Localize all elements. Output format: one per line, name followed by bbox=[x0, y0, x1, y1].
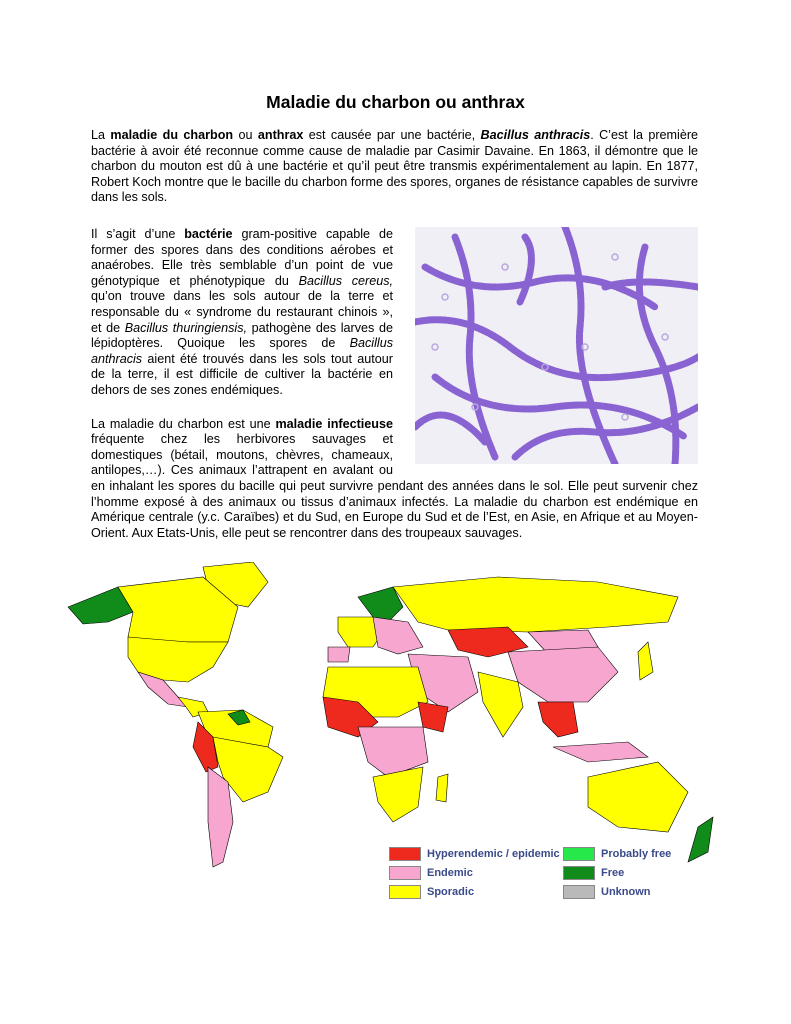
paragraph-disease: La maladie du charbon est une maladie infectieuse fréquente chez les herbivores sauvages et domestiques (bétail, moutons, chèvres, chameaux, antilopes,…). Ces animaux l’attrapent en avalant ou en inhalant les spores du bacille qui peut survivre pendant des années dans le sol. Elle peut survenir chez l’homme exposé à des animaux ou tissus d’animaux infectés. La maladie du charbon est endémique en Amérique centrale (y.c. Caraïbes) et du Sud, en Europe du Sud et de l’Est, en Asie, en Afrique et au Moyen-Orient. Aux Etats-Unis, elle peut se rencontrer dans des troupeaux sauvages. bbox=[91, 416, 698, 540]
map-legend bbox=[389, 846, 709, 906]
russia bbox=[393, 577, 678, 632]
india bbox=[478, 672, 523, 737]
page-title: Maladie du charbon ou anthrax bbox=[266, 92, 525, 112]
iberia bbox=[328, 647, 350, 662]
indonesia bbox=[553, 742, 648, 762]
southeast-asia bbox=[538, 702, 578, 737]
china bbox=[508, 647, 618, 702]
legend-swatch bbox=[389, 847, 421, 861]
legend-item-probably-free: Probably free bbox=[563, 846, 671, 862]
legend-item-endemic: Endemic bbox=[389, 865, 473, 881]
southern-africa bbox=[373, 767, 423, 822]
intro-paragraph: La maladie du charbon ou anthrax est causée par une bactérie, Bacillus anthracis. C’est la première bactérie à avoir été reconnue comme cause de maladie par Casimir Davaine. En 1863, il démontre que le charbon du mouton est dû à une bactérie et qu’il peut être transmis expérimentalement au lapin. En 1877, Robert Koch montre que le bacille du charbon forme des spores, organes de résistance capables de survivre dans les sols. bbox=[91, 128, 699, 205]
legend-swatch bbox=[563, 885, 595, 899]
legend-item-unknown: Unknown bbox=[563, 884, 651, 900]
legend-swatch bbox=[563, 847, 595, 861]
bacillus-micrograph bbox=[415, 227, 698, 464]
madagascar bbox=[436, 774, 448, 802]
japan bbox=[638, 642, 653, 680]
legend-item-hyperendemic: Hyperendemic / epidemic bbox=[389, 846, 560, 862]
legend-swatch bbox=[389, 866, 421, 880]
text-with-photo bbox=[91, 227, 698, 559]
legend-swatch bbox=[563, 866, 595, 880]
paragraph-bacteria: Il s’agit d’une bactérie gram-positive capable de former des spores dans des conditions aérobes et anaérobes. Elle très semblable d’un point de vue génotypique et phénotypique du Bacillus cereus, qu’on trouve dans les sols autour de la terre et responsable du « syndrome du restaurant chinois », et de Bacillus thuringiensis, pathogène des larves de lépidoptères. Quoique les spores de Bacillus anthracis aient été trouvés dans les sols tout autour de la terre, il est difficile de cultiver la bactérie en dehors de ses zones endémiques. bbox=[91, 227, 393, 397]
legend-item-sporadic: Sporadic bbox=[389, 884, 474, 900]
eastern-europe bbox=[373, 617, 423, 654]
australia bbox=[588, 762, 688, 832]
legend-item-free: Free bbox=[563, 865, 624, 881]
legend-swatch bbox=[389, 885, 421, 899]
